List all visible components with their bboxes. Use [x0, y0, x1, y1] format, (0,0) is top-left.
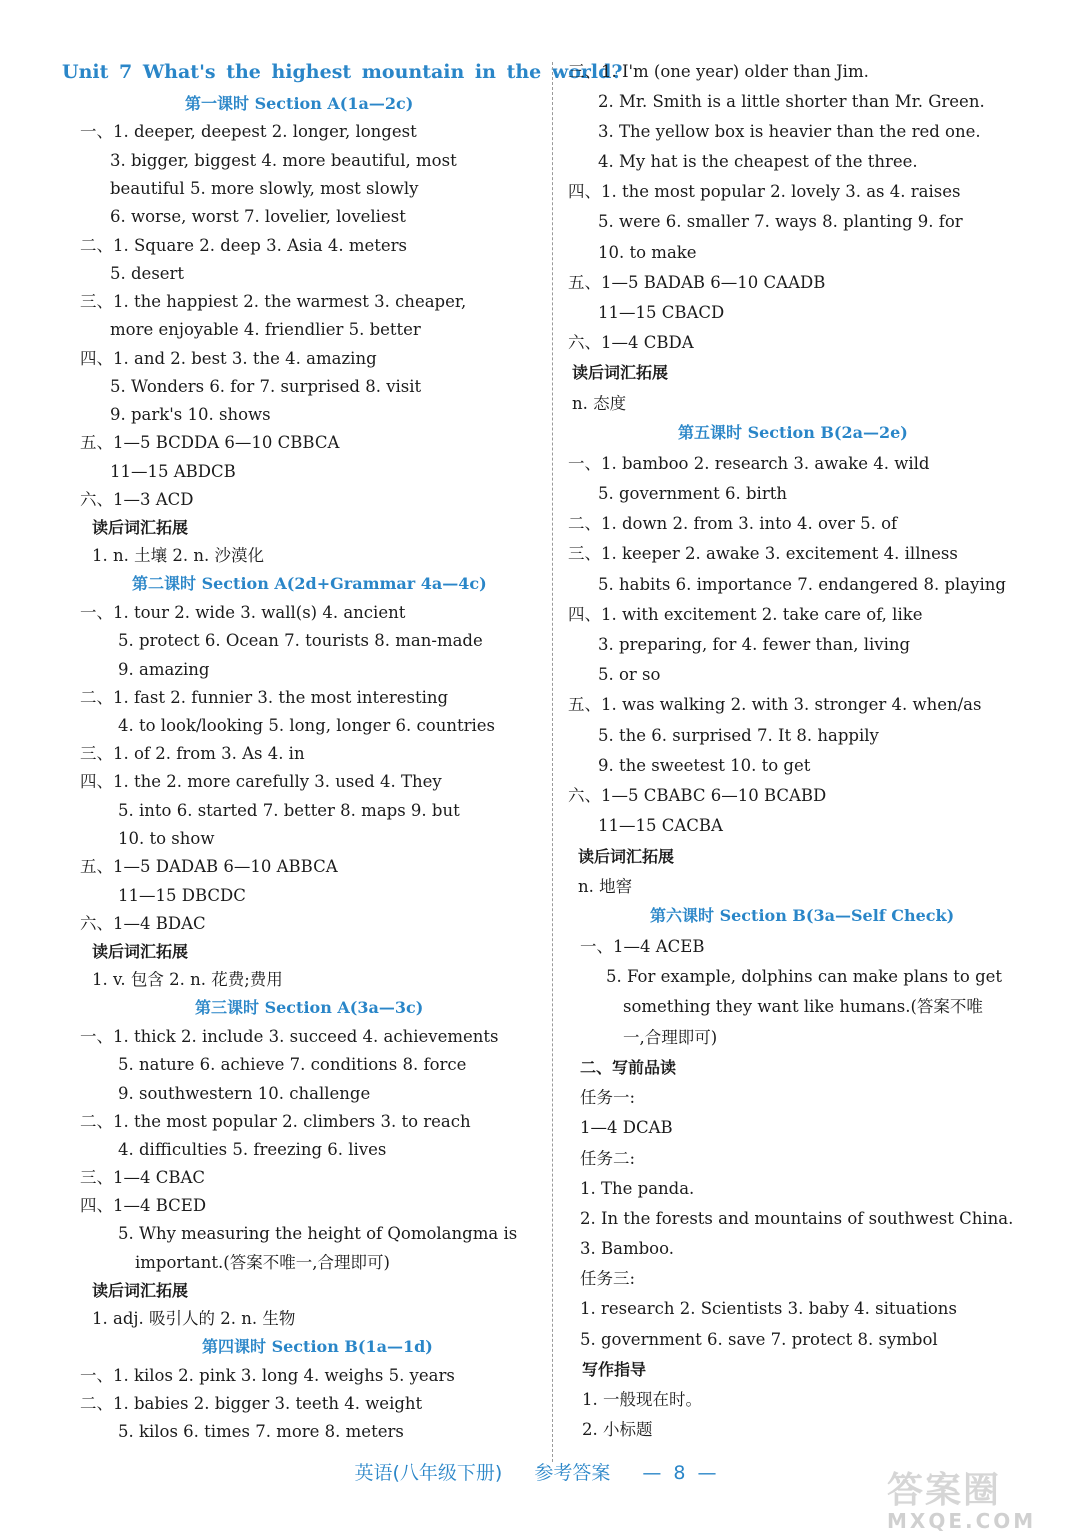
left-lesson-heading: 第二课时 Section A(2d+Grammar 4a—4c)	[132, 574, 487, 593]
right-line: 四、1. with excitement 2. take care of, like	[568, 605, 923, 624]
right-section-heading: 读后词汇拓展	[578, 847, 675, 866]
left-line: 9. park's 10. shows	[110, 405, 271, 424]
left-line: 5. Wonders 6. for 7. surprised 8. visit	[110, 377, 422, 396]
right-line: 五、1. was walking 2. with 3. stronger 4. when/as	[568, 695, 982, 714]
right-line: 5. For example, dolphins can make plans to get	[606, 967, 1003, 986]
right-line: 5. were 6. smaller 7. ways 8. planting 9. for	[598, 212, 963, 231]
right-line: 11—15 CACBA	[598, 816, 723, 835]
right-line: 一,合理即可)	[623, 1028, 718, 1047]
left-line: more enjoyable 4. friendlier 5. better	[110, 320, 421, 339]
left-section-heading: 读后词汇拓展	[92, 518, 189, 537]
left-line: 三、1—4 CBAC	[80, 1168, 206, 1187]
page-number: — 8 —	[642, 1462, 717, 1484]
right-lesson-heading: 第六课时 Section B(3a—Self Check)	[650, 906, 955, 925]
left-line: 10. to show	[118, 829, 215, 848]
left-line: 一、1. thick 2. include 3. succeed 4. achievements	[80, 1027, 499, 1046]
right-line: 任务三:	[580, 1269, 636, 1288]
left-line: 5. kilos 6. times 7. more 8. meters	[118, 1422, 404, 1441]
right-line: 2. 小标题	[582, 1420, 653, 1439]
left-line: 四、1—4 BCED	[80, 1196, 207, 1215]
left-line: beautiful 5. more slowly, most slowly	[110, 179, 419, 198]
left-line: 五、1—5 DADAB 6—10 ABBCA	[80, 857, 338, 876]
right-line: 3. Bamboo.	[580, 1239, 674, 1258]
left-lesson-heading: 第三课时 Section A(3a—3c)	[195, 998, 424, 1017]
right-line: 一、1. bamboo 2. research 3. awake 4. wild	[568, 454, 930, 473]
left-line: 三、1. of 2. from 3. As 4. in	[80, 744, 305, 763]
left-section-heading: 读后词汇拓展	[92, 1281, 189, 1300]
left-line: 4. difficulties 5. freezing 6. lives	[118, 1140, 387, 1159]
right-line: 1—4 DCAB	[580, 1118, 673, 1137]
left-line: 1. adj. 吸引人的 2. n. 生物	[92, 1309, 296, 1328]
right-line: 六、1—4 CBDA	[568, 333, 694, 352]
unit-title: Unit 7 What's the highest mountain in the world?	[62, 61, 623, 83]
left-line: 二、1. Square 2. deep 3. Asia 4. meters	[80, 236, 407, 255]
right-line: 4. My hat is the cheapest of the three.	[598, 152, 918, 171]
right-line: 9. the sweetest 10. to get	[598, 756, 811, 775]
left-line: 二、1. fast 2. funnier 3. the most interesting	[80, 688, 449, 707]
left-line: 5. desert	[110, 264, 185, 283]
left-line: important.(答案不唯一,合理即可)	[135, 1253, 390, 1272]
right-line: 5. government 6. save 7. protect 8. symbol	[580, 1330, 938, 1349]
left-line: 三、1. the happiest 2. the warmest 3. cheaper,	[80, 292, 467, 311]
right-line: 5. habits 6. importance 7. endangered 8. playing	[598, 575, 1006, 594]
right-line: 5. government 6. birth	[598, 484, 787, 503]
left-line: 3. bigger, biggest 4. more beautiful, most	[110, 151, 457, 170]
footer-subject: 英语(八年级下册)	[354, 1462, 503, 1484]
left-line: 5. nature 6. achieve 7. conditions 8. force	[118, 1055, 467, 1074]
left-line: 二、1. the most popular 2. climbers 3. to reach	[80, 1112, 471, 1131]
right-line: 11—15 CBACD	[598, 303, 725, 322]
left-line: 5. into 6. started 7. better 8. maps 9. but	[118, 801, 460, 820]
left-line: 六、1—3 ACD	[80, 490, 194, 509]
watermark-text: 答案圈	[887, 1470, 1002, 1511]
left-line: 11—15 ABDCB	[110, 462, 236, 481]
right-line: 5. or so	[598, 665, 661, 684]
right-line: 六、1—5 CBABC 6—10 BCABD	[568, 786, 827, 805]
watermark-logo	[887, 1462, 1057, 1532]
right-section-heading: 写作指导	[582, 1360, 647, 1379]
right-line: 任务一:	[580, 1088, 636, 1107]
left-line: 1. n. 土壤 2. n. 沙漠化	[92, 546, 264, 565]
right-section-heading: 二、写前品读	[580, 1058, 677, 1077]
left-line: 5. protect 6. Ocean 7. tourists 8. man-made	[118, 631, 483, 650]
left-lesson-heading: 第四课时 Section B(1a—1d)	[202, 1337, 433, 1356]
footer-label: 参考答案	[534, 1462, 611, 1484]
left-line: 1. v. 包含 2. n. 花费;费用	[92, 970, 283, 989]
column-divider	[552, 62, 553, 1462]
right-lesson-heading: 第五课时 Section B(2a—2e)	[678, 423, 908, 442]
left-line: 11—15 DBCDC	[118, 886, 246, 905]
right-line: something they want like humans.(答案不唯	[623, 997, 983, 1016]
left-lesson-heading: 第一课时 Section A(1a—2c)	[185, 94, 414, 113]
right-line: 10. to make	[598, 243, 697, 262]
left-line: 9. amazing	[118, 660, 210, 679]
right-line: 5. the 6. surprised 7. It 8. happily	[598, 726, 879, 745]
right-line: 三、1. keeper 2. awake 3. excitement 4. illness	[568, 544, 958, 563]
right-line: 1. The panda.	[580, 1179, 695, 1198]
left-line: 二、1. babies 2. bigger 3. teeth 4. weight	[80, 1394, 423, 1413]
left-line: 五、1—5 BCDDA 6—10 CBBCA	[80, 433, 340, 452]
right-line: 五、1—5 BADAB 6—10 CAADB	[568, 273, 826, 292]
left-line: 一、1. tour 2. wide 3. wall(s) 4. ancient	[80, 603, 406, 622]
right-line: 3. The yellow box is heavier than the red one.	[598, 122, 981, 141]
left-line: 5. Why measuring the height of Qomolangma is	[118, 1224, 518, 1243]
left-line: 一、1. kilos 2. pink 3. long 4. weighs 5. years	[80, 1366, 455, 1385]
right-line: 2. In the forests and mountains of southwest China.	[580, 1209, 1014, 1228]
left-line: 6. worse, worst 7. lovelier, loveliest	[110, 207, 406, 226]
right-line: 1. research 2. Scientists 3. baby 4. situations	[580, 1299, 957, 1318]
right-line: 2. Mr. Smith is a little shorter than Mr. Green.	[598, 92, 985, 111]
right-line: 二、1. down 2. from 3. into 4. over 5. of	[568, 514, 898, 533]
right-line: 三、1. I'm (one year) older than Jim.	[568, 62, 869, 81]
right-line: n. 地窖	[578, 877, 633, 896]
right-line: n. 态度	[572, 394, 627, 413]
left-section-heading: 读后词汇拓展	[92, 942, 189, 961]
left-line: 六、1—4 BDAC	[80, 914, 206, 933]
watermark-url: MXQE.COM	[887, 1509, 1037, 1533]
right-line: 一、1—4 ACEB	[580, 937, 705, 956]
left-line: 9. southwestern 10. challenge	[118, 1084, 371, 1103]
right-section-heading: 读后词汇拓展	[572, 363, 669, 382]
right-line: 3. preparing, for 4. fewer than, living	[598, 635, 911, 654]
right-line: 四、1. the most popular 2. lovely 3. as 4. raises	[568, 182, 961, 201]
left-line: 四、1. the 2. more carefully 3. used 4. They	[80, 772, 442, 791]
left-line: 一、1. deeper, deepest 2. longer, longest	[80, 122, 417, 141]
left-line: 四、1. and 2. best 3. the 4. amazing	[80, 349, 377, 368]
right-line: 1. 一般现在时。	[582, 1390, 702, 1409]
right-line: 任务二:	[580, 1149, 636, 1168]
left-line: 4. to look/looking 5. long, longer 6. countries	[118, 716, 495, 735]
